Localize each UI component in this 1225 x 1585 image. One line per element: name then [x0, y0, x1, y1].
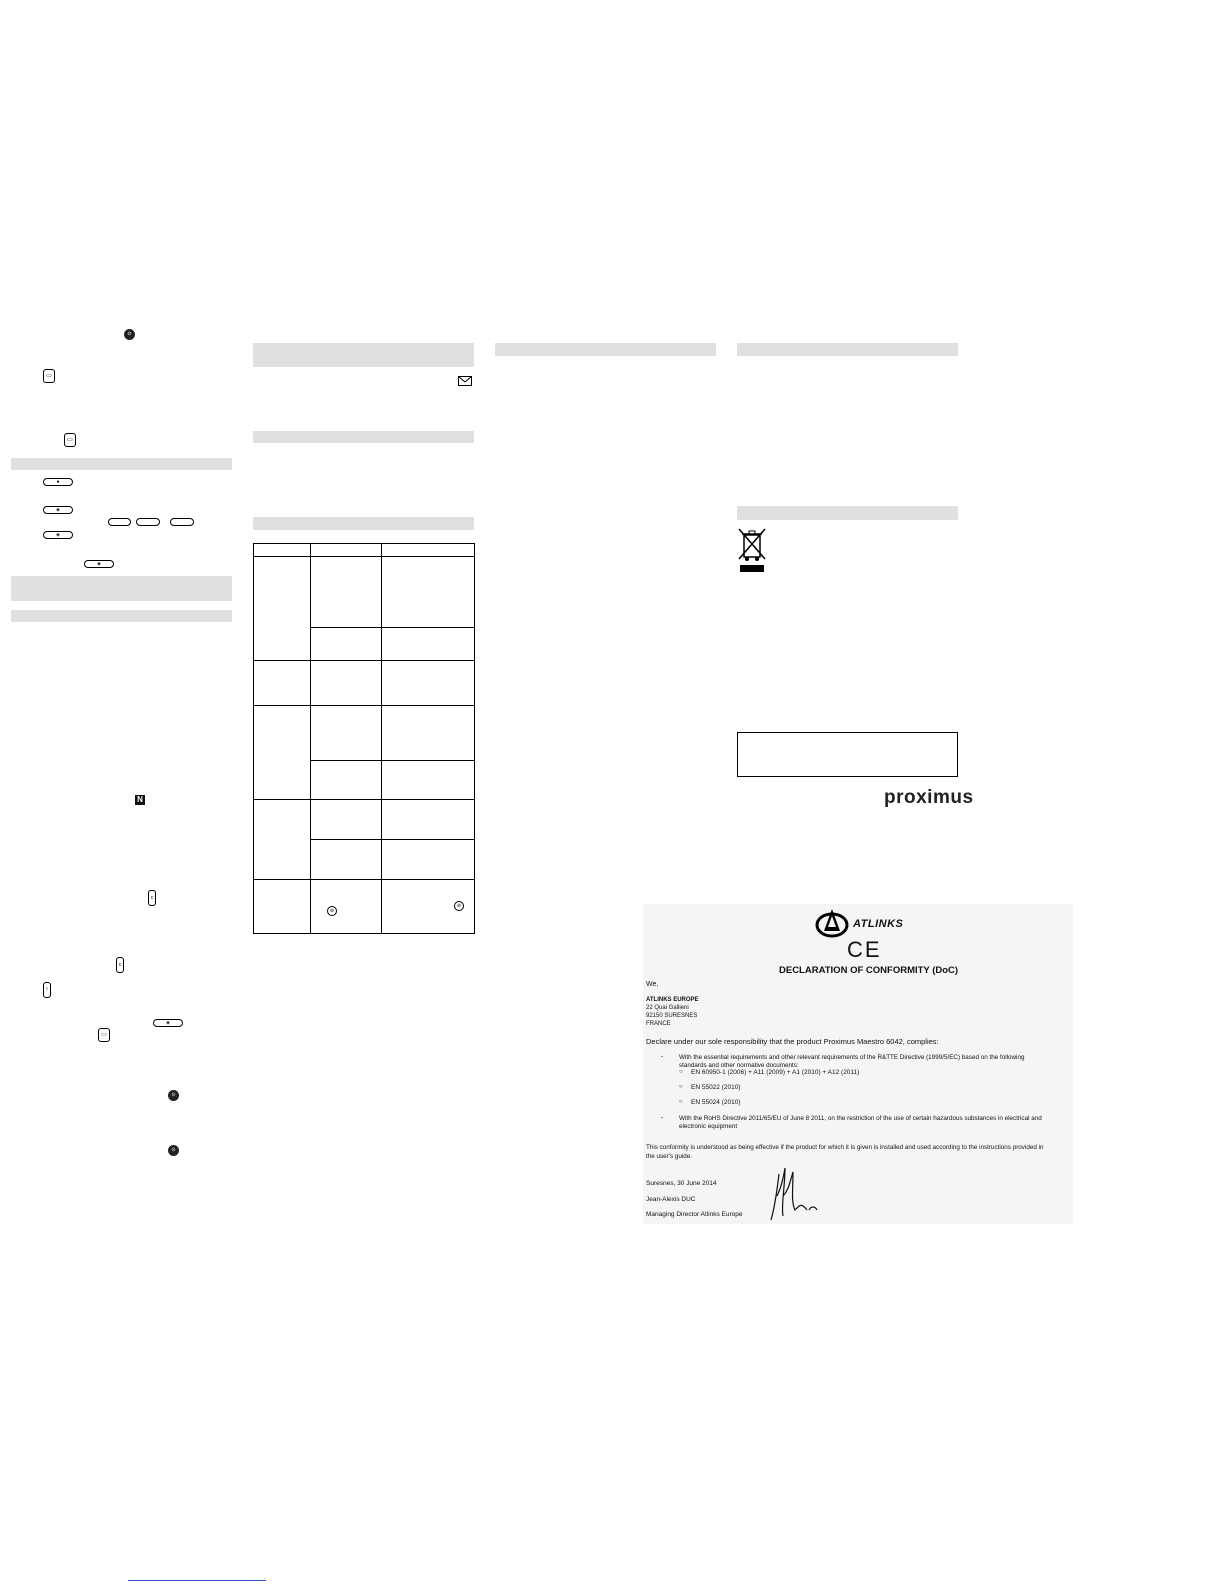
- table-cell: [311, 800, 382, 840]
- doc-declare: Declare under our sole responsibility that the product Proximus Maestro 6042, complies:: [646, 1037, 939, 1046]
- table-cell: [382, 706, 475, 761]
- bullet-text-2-cont: electronic equipment: [679, 1123, 738, 1130]
- alert-key-icon: !: [43, 982, 51, 998]
- digit-key-3-icon: [170, 518, 194, 526]
- section-bar-c2-2: [253, 431, 474, 443]
- table-cell: [382, 840, 475, 880]
- table-header-cell: [382, 544, 475, 557]
- section-bar-c4-2: [737, 506, 958, 520]
- table-cell: [311, 880, 382, 934]
- phonebook-key-icon-3: ▭: [98, 1028, 110, 1042]
- place-date: Suresnes, 30 June 2014: [646, 1180, 717, 1187]
- weee-bin-icon: [738, 526, 766, 578]
- ce-mark: CE: [847, 937, 882, 962]
- signature-icon: [763, 1166, 823, 1227]
- table-header-cell: [254, 544, 311, 557]
- address-line-2: 22 Quai Gallieni: [646, 1005, 689, 1011]
- table-cell: [254, 880, 311, 934]
- side-key-icon: c: [148, 890, 156, 906]
- side-key-icon-2: c: [116, 957, 124, 973]
- bullet-text-1-cont: standards and other normative documents:: [679, 1062, 799, 1069]
- table-cell: [311, 761, 382, 800]
- doc-we: We,: [646, 981, 659, 988]
- conformity-text: This conformity is understood as being effective if the product for which it is given is installed and used according to the instructions provided in: [646, 1144, 1044, 1151]
- table-cell: [311, 628, 382, 661]
- proximus-logo: proximus: [884, 787, 974, 808]
- section-bar-c3-1: [495, 343, 716, 356]
- round-key-icon-3: ⊙: [168, 1145, 179, 1156]
- phonebook-key-icon-2: ▭: [64, 433, 76, 447]
- menu-round-key-icon: ⊙: [124, 329, 135, 340]
- digit-key-1-icon: [108, 518, 131, 526]
- footer-link-underline: [128, 1580, 266, 1581]
- table-cell: [254, 661, 311, 706]
- table-cell: [382, 628, 475, 661]
- reset-key-icon: ⊘: [327, 906, 337, 916]
- nav-key-icon-2: ◈: [43, 531, 73, 539]
- table-cell: [382, 880, 475, 934]
- reset-key-icon-2: ⊘: [454, 901, 464, 911]
- oval-key-icon: ●: [43, 478, 73, 486]
- bullet-text-2: With the RoHS Directive 2011/65/EU of June 8 2011, on the restriction of the use of certain hazardous substances in electrical and: [679, 1115, 1042, 1122]
- address-line-1: ATLINKS EUROPE: [646, 997, 699, 1003]
- bullet-dash-1: -: [661, 1054, 664, 1061]
- standard-3: EN 55024 (2010): [691, 1099, 741, 1106]
- table-cell: [382, 661, 475, 706]
- declaration-of-conformity: [643, 904, 1073, 1224]
- table-cell: [254, 706, 311, 800]
- table-cell: [254, 800, 311, 880]
- address-line-3: 92150 SURESNES: [646, 1013, 698, 1019]
- round-key-icon-2: ⊙: [168, 1090, 179, 1101]
- section-bar-c4-1: [737, 343, 958, 356]
- nav-key-icon-3: ◈: [84, 560, 114, 568]
- table-header-cell: [311, 544, 382, 557]
- standard-bullet-3: ○: [679, 1099, 683, 1105]
- signatory-title: Managing Director Atlinks Europe: [646, 1211, 743, 1218]
- digit-key-2-icon: [136, 518, 160, 526]
- standard-bullet-2: ○: [679, 1084, 683, 1090]
- table-cell: [311, 661, 382, 706]
- nav-key-icon: ◈: [43, 506, 73, 514]
- table-cell: [382, 800, 475, 840]
- table-cell: [382, 761, 475, 800]
- notice-box: [737, 732, 958, 777]
- address-line-4: FRANCE: [646, 1021, 671, 1027]
- atlinks-logo-text: ATLINKS: [853, 918, 904, 930]
- table-cell: [382, 557, 475, 628]
- table-cell: [311, 840, 382, 880]
- table-cell: [254, 557, 311, 661]
- section-bar-c1-2: [11, 576, 232, 601]
- standard-bullet-1: ○: [679, 1069, 683, 1075]
- section-bar-c2-3: [253, 517, 474, 530]
- table-cell: [311, 557, 382, 628]
- bullet-dash-2: -: [661, 1115, 664, 1122]
- n-icon: N: [135, 795, 145, 805]
- mail-icon: [458, 373, 472, 391]
- section-bar-c2-1: [253, 343, 474, 367]
- troubleshooting-table: [253, 543, 475, 934]
- signatory-name: Jean-Alexis DUC: [646, 1196, 696, 1203]
- phonebook-key-icon: ▭: [43, 369, 55, 383]
- atlinks-logo-icon: [812, 907, 852, 946]
- section-bar-c1-3: [11, 610, 232, 622]
- standard-2: EN 55022 (2010): [691, 1084, 741, 1091]
- section-bar-c1-1: [11, 458, 232, 470]
- doc-title: DECLARATION OF CONFORMITY (DoC): [779, 965, 959, 976]
- nav-key-icon-4: ◈: [153, 1019, 183, 1027]
- standard-1: EN 60950-1 (2006) + A11 (2009) + A1 (2010) + A12 (2011): [691, 1069, 860, 1076]
- table-cell: [311, 706, 382, 761]
- conformity-text-cont: the user's guide.: [646, 1153, 693, 1160]
- bullet-text-1: With the essential requirements and other relevant requirements of the R&TTE Directive (1999/5/EC) based on the following: [679, 1054, 1025, 1061]
